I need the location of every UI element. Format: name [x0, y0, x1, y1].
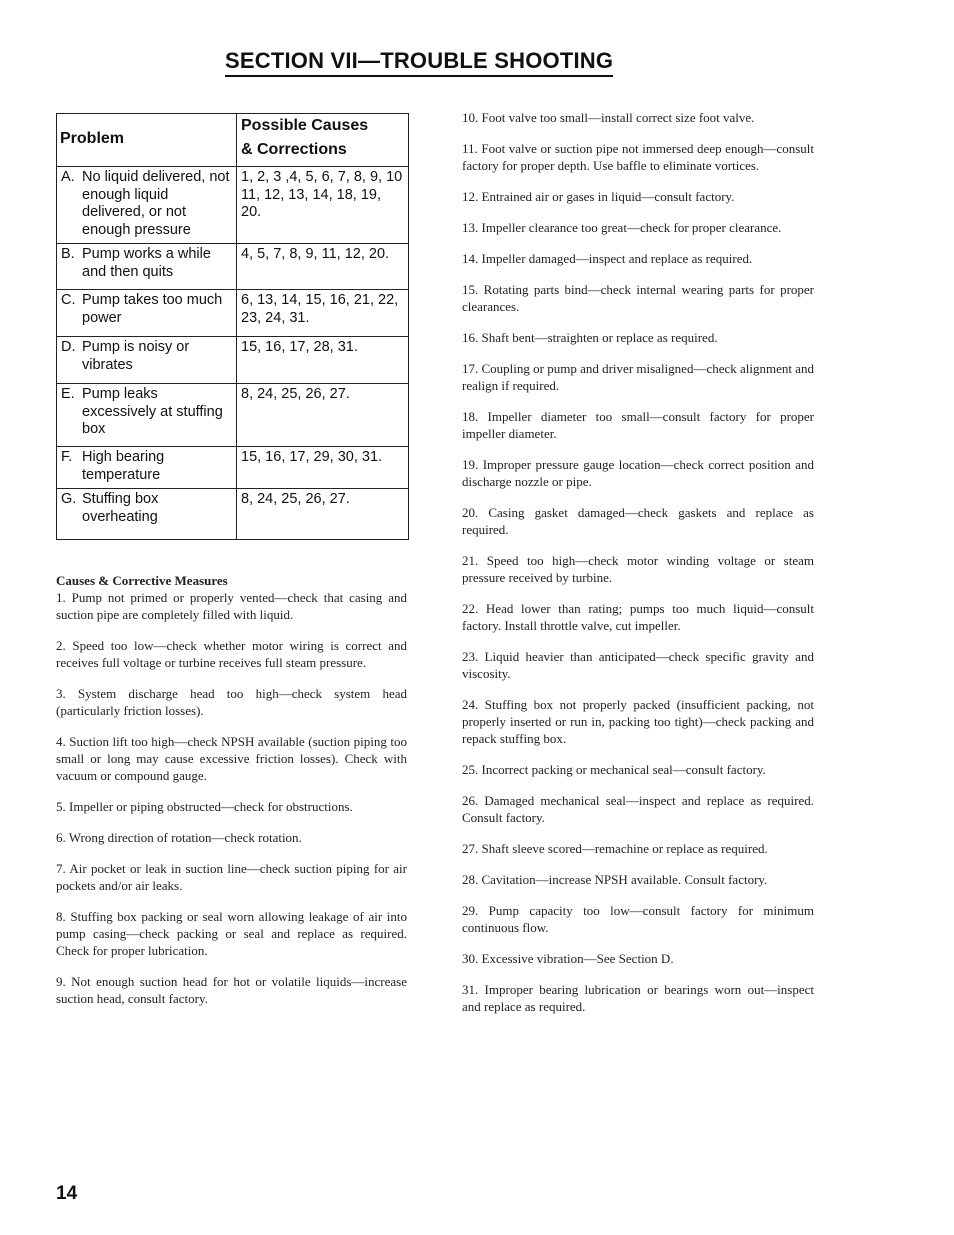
table-row [57, 167, 409, 244]
problem-letter: C. [61, 292, 76, 308]
table-row [57, 290, 409, 337]
cause-item: 15. Rotating parts bind—check internal wearing parts for proper clearances. [462, 282, 814, 314]
problem-cell [57, 384, 237, 447]
problem-cell [57, 167, 237, 244]
causes-cell: 15, 16, 17, 28, 31. [237, 337, 409, 384]
causes-column-right [462, 109, 814, 1029]
causes-cell: 6, 13, 14, 15, 16, 21, 22, 23, 24, 31. [237, 290, 409, 337]
header-problem: Problem [57, 114, 237, 167]
cause-item: 29. Pump capacity too low—consult factory for minimum continuous flow. [462, 903, 814, 935]
problem-text: Pump is noisy or vibrates [82, 339, 190, 373]
problem-text: Pump takes too much power [82, 292, 223, 326]
cause-item: 6. Wrong direction of rotation—check rotation. [56, 830, 302, 845]
header-causes-line2: & Corrections [241, 141, 347, 158]
header-causes-line1: Possible Causes [241, 117, 369, 134]
cause-item: 11. Foot valve or suction pipe not immersed deep enough—consult factory for proper depth. Use baffle to eliminate vortices. [462, 141, 814, 173]
cause-item: 21. Speed too high—check motor winding voltage or steam pressure received by turbine. [462, 553, 814, 585]
troubleshooting-table [56, 113, 409, 540]
causes-column-left [56, 572, 407, 1021]
causes-cell: 8, 24, 25, 26, 27. [237, 384, 409, 447]
causes-cell: 15, 16, 17, 29, 30, 31. [237, 447, 409, 489]
table-row [57, 447, 409, 489]
causes-heading: Causes & Corrective Measures [56, 573, 228, 588]
cause-item: 31. Improper bearing lubrication or bearings worn out—inspect and replace as required. [462, 982, 814, 1014]
cause-item: 8. Stuffing box packing or seal worn allowing leakage of air into pump casing—check packing or seal and replace as required. Check for proper lubrication. [56, 909, 407, 958]
cause-item: 19. Improper pressure gauge location—check correct position and discharge nozzle or pipe. [462, 457, 814, 489]
problem-letter: F. [61, 449, 73, 465]
cause-item: 10. Foot valve too small—install correct size foot valve. [462, 110, 755, 125]
cause-item: 24. Stuffing box not properly packed (insufficient packing, not properly inserted or run in, packing too tight)—check packing and repack stuffing box. [462, 697, 814, 746]
page-number: 14 [56, 1183, 78, 1204]
table-header-row [57, 114, 409, 167]
section-title: SECTION VII—TROUBLE SHOOTING [225, 48, 613, 77]
header-causes [237, 114, 409, 167]
cause-item: 4. Suction lift too high—check NPSH available (suction piping too small or long may cause excessive friction losses). Check with vacuum or compound gauge. [56, 734, 407, 783]
cause-item: 14. Impeller damaged—inspect and replace as required. [462, 251, 753, 266]
cause-item: 22. Head lower than rating; pumps too much liquid—consult factory. Install throttle valve, cut impeller. [462, 601, 814, 633]
cause-item: 5. Impeller or piping obstructed—check for obstructions. [56, 799, 353, 814]
cause-item: 2. Speed too low—check whether motor wiring is correct and receives full voltage or turbine receives full steam pressure. [56, 638, 407, 670]
table-row [57, 337, 409, 384]
cause-item: 25. Incorrect packing or mechanical seal—consult factory. [462, 762, 766, 777]
cause-item: 18. Impeller diameter too small—consult factory for proper impeller diameter. [462, 409, 814, 441]
cause-item: 17. Coupling or pump and driver misaligned—check alignment and realign if required. [462, 361, 815, 393]
table-row [57, 489, 409, 540]
cause-item: 27. Shaft sleeve scored—remachine or replace as required. [462, 841, 768, 856]
causes-cell: 1, 2, 3 ,4, 5, 6, 7, 8, 9, 10 11, 12, 13, 14, 18, 19, 20. [237, 167, 409, 244]
cause-item: 20. Casing gasket damaged—check gaskets and replace as required. [462, 505, 814, 537]
causes-cell: 4, 5, 7, 8, 9, 11, 12, 20. [237, 244, 409, 290]
cause-item: 30. Excessive vibration—See Section D. [462, 951, 674, 966]
problem-text: High bearing temperature [82, 449, 165, 483]
cause-item: 1. Pump not primed or properly vented—check that casing and suction pipe are completely filled with liquid. [56, 590, 407, 622]
problem-letter: B. [61, 246, 75, 262]
problem-cell [57, 290, 237, 337]
problem-letter: A. [61, 169, 75, 185]
cause-item: 7. Air pocket or leak in suction line—check suction piping for air pockets and/or air leaks. [56, 861, 407, 893]
problem-letter: E. [61, 386, 75, 402]
problem-cell [57, 244, 237, 290]
problem-text: Pump works a while and then quits [82, 246, 211, 280]
cause-item: 26. Damaged mechanical seal—inspect and replace as required. Consult factory. [462, 793, 814, 825]
problem-letter: G. [61, 491, 77, 507]
cause-item: 9. Not enough suction head for hot or volatile liquids—increase suction head, consult factory. [56, 974, 407, 1006]
cause-item: 12. Entrained air or gases in liquid—consult factory. [462, 189, 735, 204]
problem-cell [57, 337, 237, 384]
cause-item: 3. System discharge head too high—check system head (particularly friction losses). [56, 686, 407, 718]
table-row [57, 244, 409, 290]
cause-item: 28. Cavitation—increase NPSH available. Consult factory. [462, 872, 768, 887]
table-row [57, 384, 409, 447]
problem-cell [57, 489, 237, 540]
cause-item: 23. Liquid heavier than anticipated—check specific gravity and viscosity. [462, 649, 814, 681]
cause-item: 13. Impeller clearance too great—check for proper clearance. [462, 220, 782, 235]
causes-cell: 8, 24, 25, 26, 27. [237, 489, 409, 540]
cause-item: 16. Shaft bent—straighten or replace as required. [462, 330, 718, 345]
problem-cell [57, 447, 237, 489]
problem-text: Pump leaks excessively at stuffing box [82, 386, 223, 437]
problem-letter: D. [61, 339, 76, 355]
problem-text: Stuffing box overheating [82, 491, 159, 525]
problem-text: No liquid delivered, not enough liquid delivered, or not enough pressure [82, 169, 230, 238]
